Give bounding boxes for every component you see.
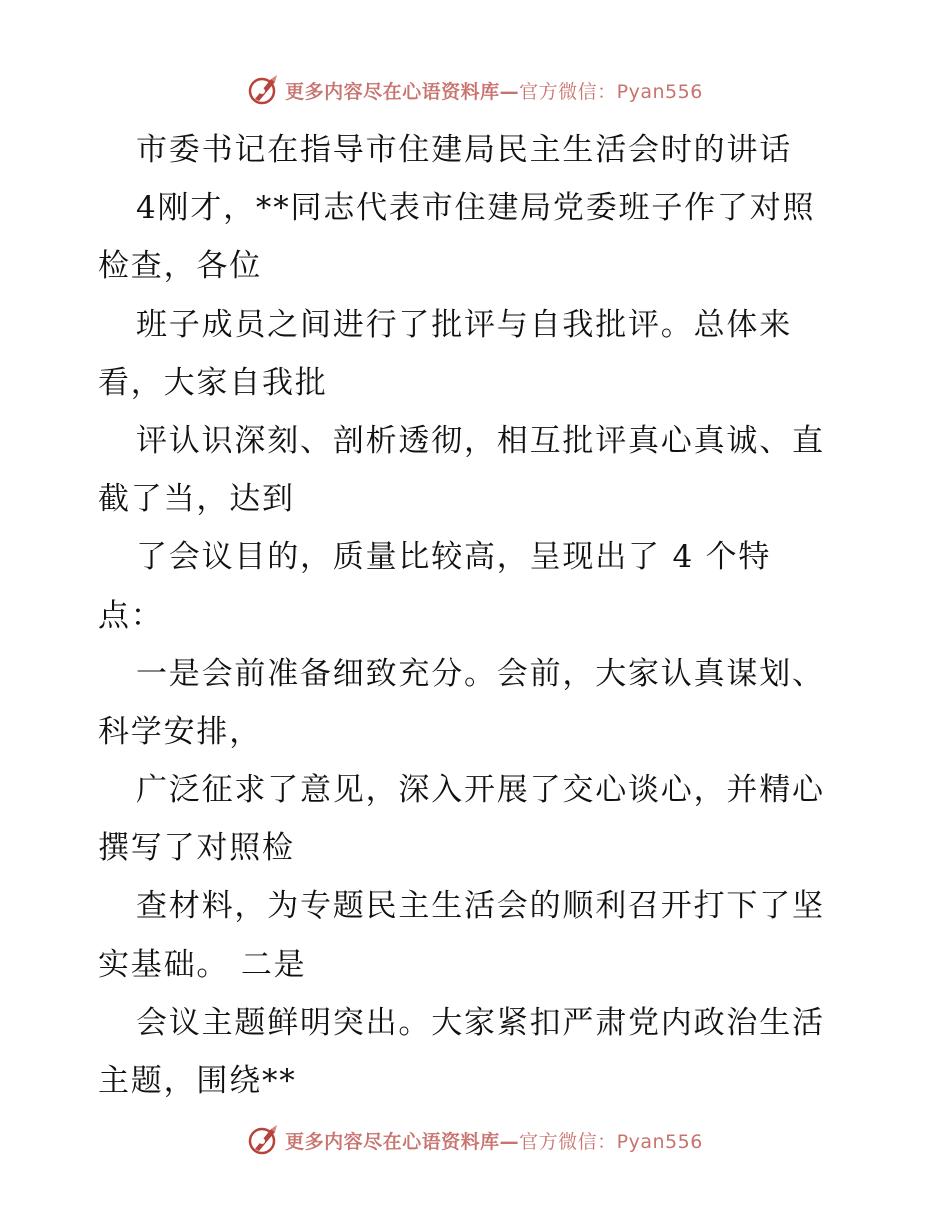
paragraph-line: 了会议目的，质量比较高，呈现出了 4 个特 <box>136 539 772 576</box>
pen-quill-logo-icon <box>247 73 281 107</box>
document-title: 市委书记在指导市住建局民主生活会时的讲话 <box>136 132 792 168</box>
paragraph-line: 检查，各位 <box>98 248 262 285</box>
footer-banner-title: 更多内容尽在心语资料库— <box>285 1130 520 1153</box>
footer-banner-wechat: 官方微信：Pyan556 <box>519 1130 703 1153</box>
footer-banner <box>0 1120 950 1160</box>
pen-quill-logo-icon <box>247 1123 281 1157</box>
paragraph-line: 截了当，达到 <box>98 481 295 518</box>
document-body <box>98 121 858 1110</box>
paragraph-line: 实基础。 二是 <box>98 946 307 983</box>
paragraph-line: 撰写了对照检 <box>98 830 295 867</box>
paragraph-line: 4刚才，**同志代表市住建局党委班子作了对照 <box>136 190 816 227</box>
paragraph-line: 评认识深刻、剖析透彻，相互批评真心真诚、直 <box>136 422 825 459</box>
paragraph-line: 点： <box>98 597 164 634</box>
paragraph-line: 一是会前准备细致充分。会前，大家认真谋划、 <box>136 655 825 692</box>
header-banner-text <box>285 77 703 104</box>
header-banner-wechat: 官方微信：Pyan556 <box>519 80 703 103</box>
header-banner <box>0 70 950 110</box>
paragraph-line: 主题，围绕** <box>98 1063 297 1099</box>
paragraph-line: 科学安排， <box>98 713 262 750</box>
header-banner-title: 更多内容尽在心语资料库— <box>285 80 520 103</box>
paragraph-line: 看，大家自我批 <box>98 364 328 401</box>
paragraph-line: 广泛征求了意见，深入开展了交心谈心，并精心 <box>136 772 825 809</box>
paragraph-line: 会议主题鲜明突出。大家紧扣严肃党内政治生活 <box>136 1004 825 1041</box>
paragraph-line: 班子成员之间进行了批评与自我批评。总体来 <box>136 306 792 343</box>
paragraph-line: 查材料，为专题民主生活会的顺利召开打下了坚 <box>136 888 825 925</box>
footer-banner-text <box>285 1127 703 1154</box>
